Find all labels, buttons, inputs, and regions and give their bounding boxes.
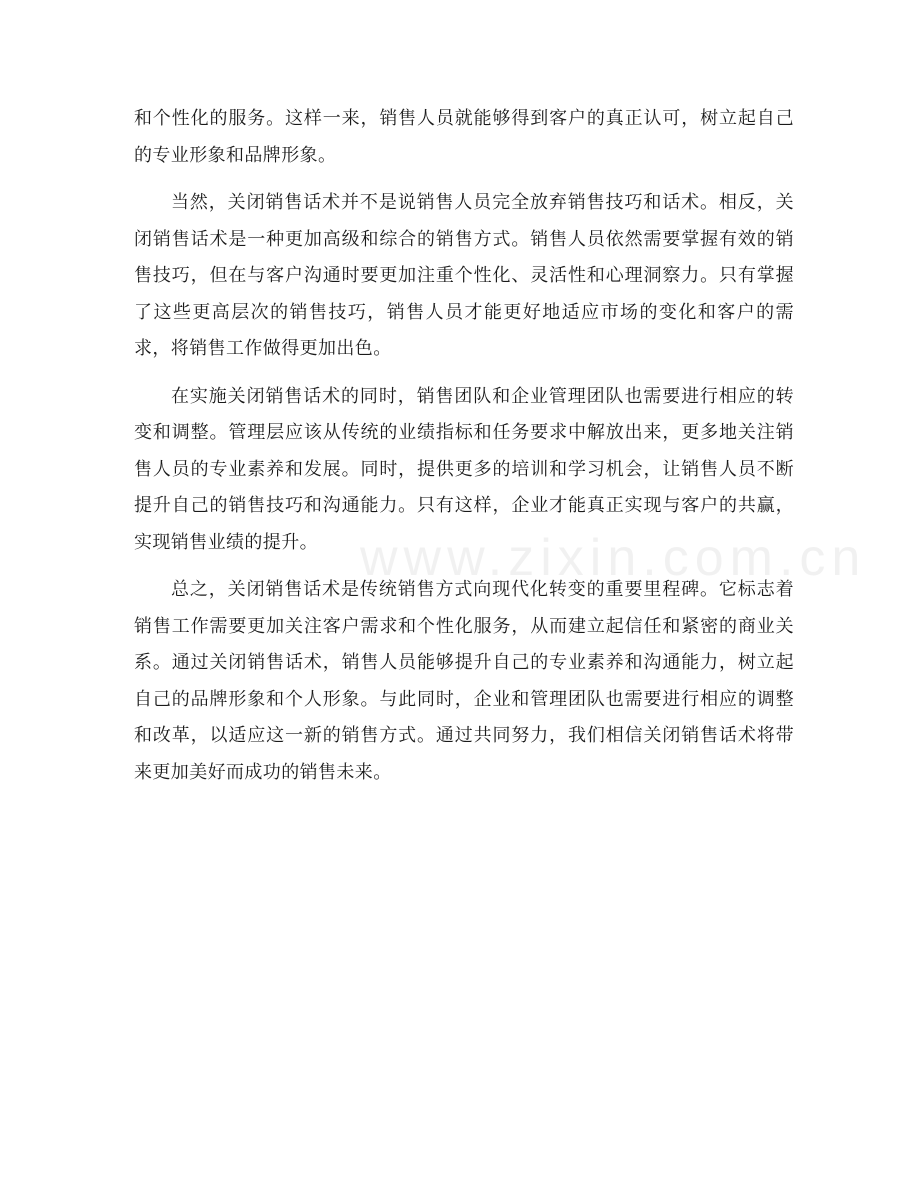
paragraph-2: 当然，关闭销售话术并不是说销售人员完全放弃销售技巧和话术。相反，关闭销售话术是一种更加高级和综合的销售方式。销售人员依然需要掌握有效的销售技巧，但在与客户沟通时要更加注重个性化、灵活性和心理洞察力。只有掌握了这些更高层次的销售技巧，销售人员才能更好地适应市场的变化和客户的需求，将销售工作做得更加出色。 (134, 192, 794, 359)
paragraph-3: 在实施关闭销售话术的同时，销售团队和企业管理团队也需要进行相应的转变和调整。管理层应该从传统的业绩指标和任务要求中解放出来，更多地关注销售人员的专业素养和发展。同时，提供更多的培训和学习机会，让销售人员不断提升自己的销售技巧和沟通能力。只有这样，企业才能真正实现与客户的共赢，实现销售业绩的提升。 (134, 385, 794, 553)
paragraph-4: 总之，关闭销售话术是传统销售方式向现代化转变的重要里程碑。它标志着销售工作需要更加关注客户需求和个性化服务，从而建立起信任和紧密的商业关系。通过关闭销售话术，销售人员能够提升自己的专业素养和沟通能力，树立起自己的品牌形象和个人形象。与此同时，企业和管理团队也需要进行相应的调整和改革，以适应这一新的销售方式。通过共同努力，我们相信关闭销售话术将带来更加美好而成功的销售未来。 (134, 579, 794, 783)
document-body (134, 101, 794, 802)
watermark: www.zixin.com.cn (360, 529, 867, 587)
paragraph-1: 和个性化的服务。这样一来，销售人员就能够得到客户的真正认可，树立起自己的专业形象和品牌形象。 (134, 108, 794, 166)
